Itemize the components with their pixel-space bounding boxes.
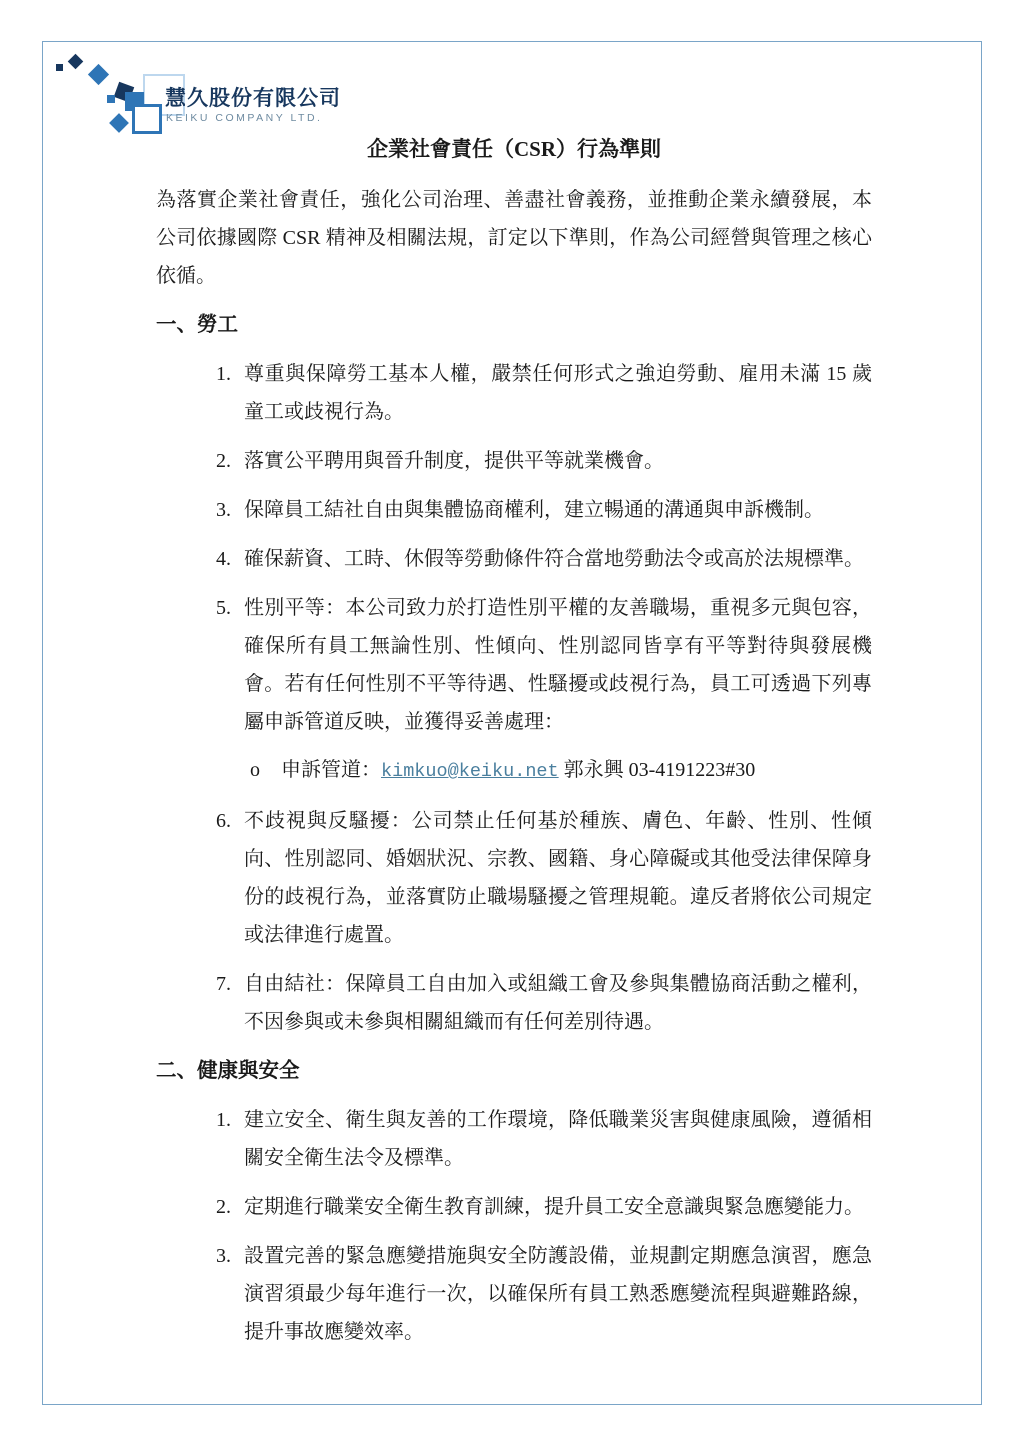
- item-number: 4.: [216, 548, 231, 570]
- item-number: 5.: [216, 597, 231, 619]
- logo-outline-square-icon: [132, 104, 162, 134]
- item-text: 建立安全、衛生與友善的工作環境，降低職業災害與健康風險，遵循相關安全衛生法令及標準。: [244, 1109, 872, 1169]
- logo-square-icon: [107, 95, 115, 103]
- sub-bullet-item: [156, 751, 872, 791]
- list-item: [156, 802, 872, 954]
- item-number: 6.: [216, 810, 231, 832]
- sections: [156, 306, 872, 1351]
- item-text: 保障員工結社自由與集體協商權利，建立暢通的溝通與申訴機制。: [244, 499, 824, 521]
- logo-diamond-icon: [88, 64, 109, 85]
- section-heading: 二、健康與安全: [156, 1060, 300, 1082]
- item-text: 不歧視與反騷擾：公司禁止任何基於種族、膚色、年齡、性別、性傾向、性別認同、婚姻狀況、宗教、國籍、身心障礙或其他受法律保障身份的歧視行為，並落實防止職場騷擾之管理規範。違反者將依公司規定或法律進行處置。: [244, 810, 872, 946]
- logo-diamond-icon: [68, 54, 84, 70]
- logo-diamond-icon: [109, 113, 129, 133]
- item-number: 1.: [216, 1109, 231, 1131]
- list-item: [156, 1101, 872, 1177]
- item-text: 尊重與保障勞工基本人權，嚴禁任何形式之強迫勞動、雇用未滿 15 歲童工或歧視行為。: [244, 363, 872, 423]
- item-number: 1.: [216, 363, 231, 385]
- list-item: [156, 965, 872, 1041]
- list-item: [156, 355, 872, 431]
- item-number: 2.: [216, 450, 231, 472]
- section: [156, 306, 872, 1041]
- section-heading: 一、勞工: [156, 314, 238, 336]
- logo-square-icon: [56, 64, 63, 71]
- item-text: 定期進行職業安全衛生教育訓練，提升員工安全意識與緊急應變能力。: [244, 1196, 864, 1218]
- sub-bullet-label: 申訴管道：: [281, 759, 381, 781]
- item-text: 性別平等：本公司致力於打造性別平權的友善職場，重視多元與包容，確保所有員工無論性別、性傾向、性別認同皆享有平等對待與發展機會。若有任何性別不平等待遇、性騷擾或歧視行為，員工可透過下列專屬申訴管道反映，並獲得妥善處理：: [244, 597, 872, 733]
- sub-bullet-marker: o: [250, 759, 260, 781]
- item-number: 2.: [216, 1196, 231, 1218]
- item-number: 3.: [216, 1245, 231, 1267]
- item-text: 落實公平聘用與晉升制度，提供平等就業機會。: [244, 450, 664, 472]
- contact-info: 郭永興 03-4191223#30: [558, 759, 756, 781]
- list-item: [156, 491, 872, 529]
- company-name-en: KEIKU COMPANY LTD.: [166, 112, 323, 124]
- item-text: 自由結社：保障員工自由加入或組織工會及參與集體協商活動之權利，不因參與或未參與相關組織而有任何差別待遇。: [244, 973, 872, 1033]
- intro-paragraph: 為落實企業社會責任，強化公司治理、善盡社會義務，並推動企業永續發展，本公司依據國際 CSR 精神及相關法規，訂定以下準則，作為公司經營與管理之核心依循。: [156, 189, 872, 287]
- company-name-zh: 慧久股份有限公司: [165, 87, 341, 110]
- document-content: [156, 134, 872, 1351]
- item-text: 設置完善的緊急應變措施與安全防護設備，並規劃定期應急演習，應急演習須最少每年進行一次，以確保所有員工熟悉應變流程與避難路線，提升事故應變效率。: [244, 1245, 872, 1343]
- page-border: [42, 41, 982, 1405]
- list-item: [156, 589, 872, 741]
- item-text: 確保薪資、工時、休假等勞動條件符合當地勞動法令或高於法規標準。: [244, 548, 864, 570]
- list-item: [156, 442, 872, 480]
- document-title: 企業社會責任（CSR）行為準則: [366, 137, 661, 161]
- list-item: [156, 540, 872, 578]
- list-item: [156, 1237, 872, 1351]
- email-link[interactable]: kimkuo@keiku.net: [381, 761, 559, 782]
- section: [156, 1052, 872, 1351]
- item-number: 7.: [216, 973, 231, 995]
- item-number: 3.: [216, 499, 231, 521]
- list-item: [156, 1188, 872, 1226]
